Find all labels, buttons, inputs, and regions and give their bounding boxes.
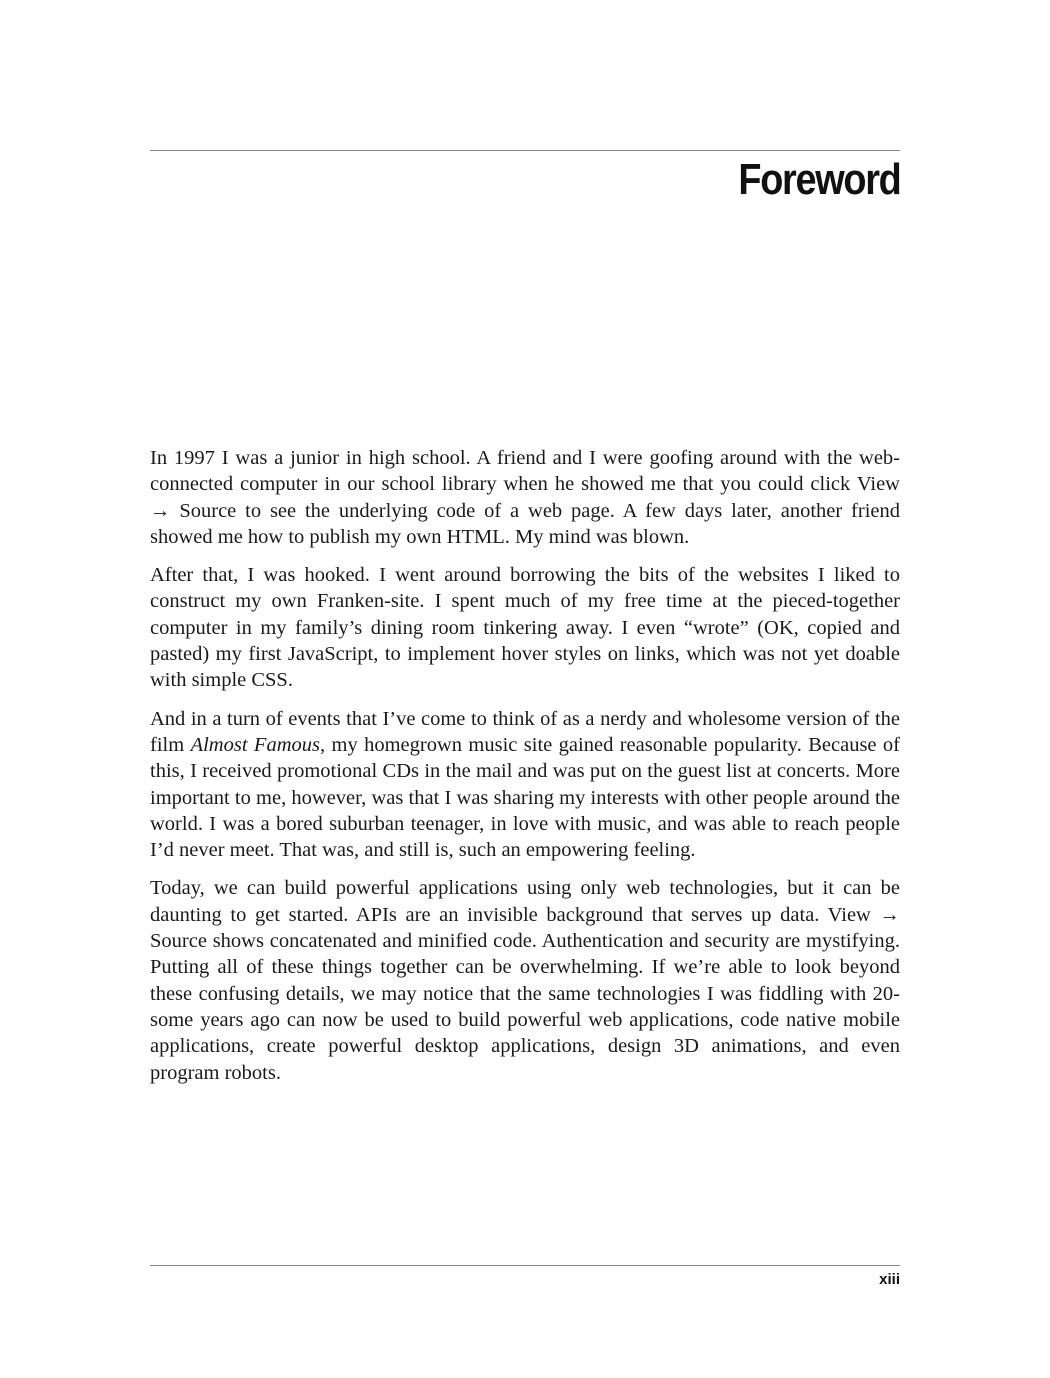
body-text bbox=[150, 445, 900, 1098]
page-number: xiii bbox=[879, 1271, 900, 1288]
bottom-rule bbox=[150, 1265, 900, 1266]
chapter-title: Foreword bbox=[737, 155, 900, 204]
paragraph bbox=[150, 875, 900, 1085]
paragraph bbox=[150, 445, 900, 550]
film-title: Almost Famous bbox=[190, 733, 320, 756]
paragraph bbox=[150, 562, 900, 693]
paragraph-text: After that, I was hooked. I went around borrowing the bits of the websites I liked to construct my own Franken-site. I spent much of my free time at the pieced-together computer in my family’s dining room tinkering away. I even “wrote” (OK, copied and pasted) my first JavaScript, to implement hover styles on links, which was not yet doable with simple CSS. bbox=[150, 564, 900, 692]
paragraph bbox=[150, 706, 900, 864]
paragraph-text: In 1997 I was a junior in high school. A friend and I were goofing around with the web-connected computer in our school library when he showed me that you could click View → Source to see the underlying code of a web page. A few days later, another friend showed me how to publish my own HTML. My mind was blown. bbox=[150, 447, 900, 548]
paragraph-text: And in a turn of events that I’ve come to think of as a nerdy and wholesome version of the film bbox=[150, 707, 900, 756]
paragraph-text: Today, we can build powerful applications using only web technologies, but it can be daunting to get started. APIs are an invisible background that serves up data. View → Source shows concatenated and minified code. Authentication and security are mystifying. Putting all of these things together can be overwhelming. If we’re able to look beyond these confusing details, we may notice that the same technologies I was fiddling with 20-some years ago can now be used to build powerful web applications, code native mobile applications, create powerful desktop applications, design 3D animations, and even program robots. bbox=[150, 877, 900, 1084]
paragraph-text: , my homegrown music site gained reasonable popularity. Because of this, I received promotional CDs in the mail and was put on the guest list at concerts. More important to me, however, was that I was sharing my interests with other people around the world. I was a bored suburban teenager, in love with music, and was able to reach people I’d never meet. That was, and still is, such an empowering feeling. bbox=[150, 733, 901, 862]
